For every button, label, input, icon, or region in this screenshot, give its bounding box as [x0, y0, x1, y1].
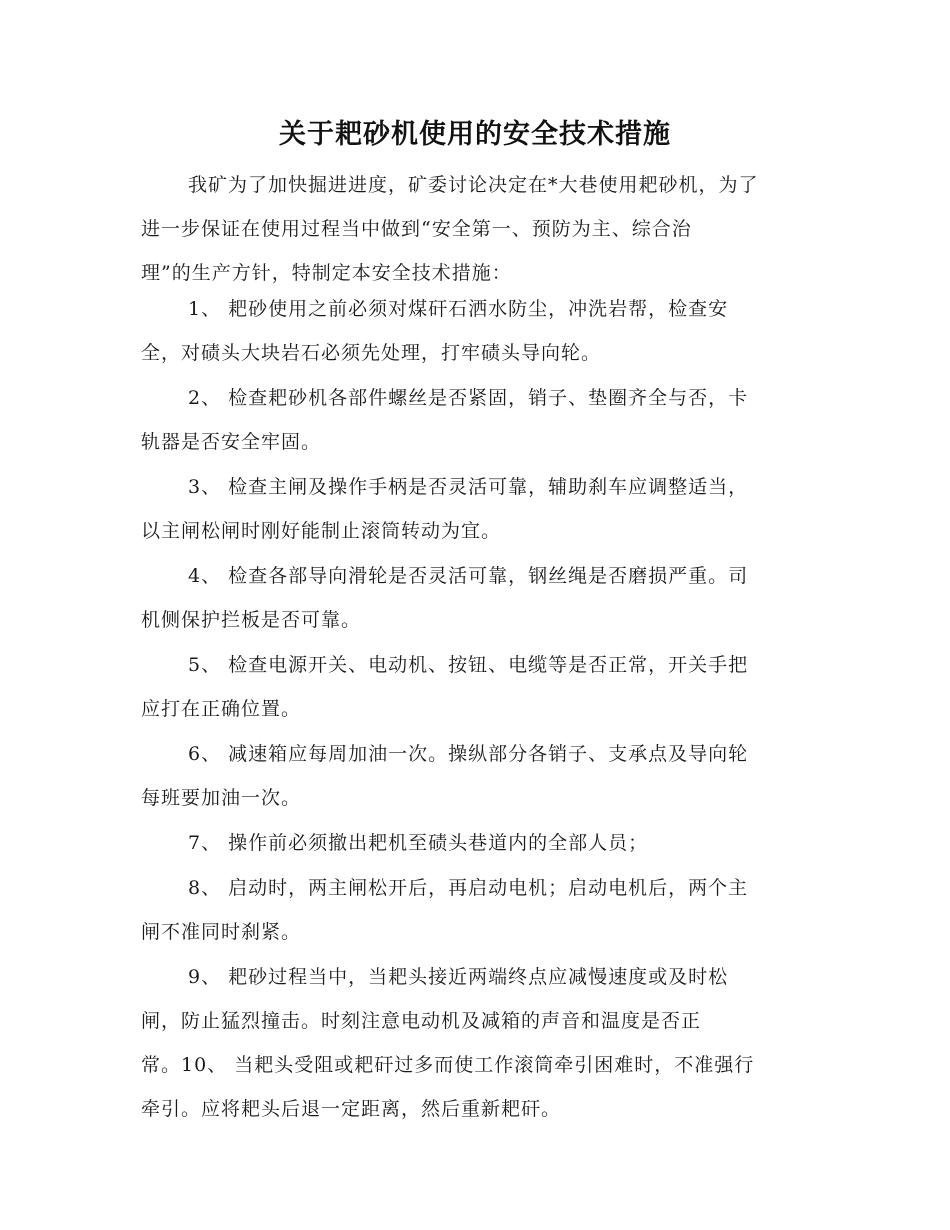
item-7-line-1: 7、 操作前必须撤出耙机至碛头巷道内的全部人员； — [188, 832, 649, 854]
item-8-line-1: 8、 启动时，两主闸松开后，再启动电机；启动电机后，两个主 — [188, 877, 749, 899]
measure-item-9 — [141, 955, 805, 1131]
intro-line-3: 理”的生产方针，特制定本安全技术措施： — [141, 262, 512, 284]
item-4-line-1: 4、 检查各部导向滑轮是否灵活可靠，钢丝绳是否磨损严重。司 — [188, 565, 749, 587]
item-9-line-1: 9、 耙砂过程当中，当耙头接近两端终点应减慢速度或及时松 — [188, 966, 729, 988]
item-3-line-1: 3、 检查主闸及操作手柄是否灵活可靠，辅助刹车应调整适当， — [188, 476, 749, 498]
intro-paragraph — [141, 163, 805, 295]
item-2-line-2: 轨器是否安全牢固。 — [141, 431, 322, 453]
item-2-line-1: 2、 检查耙砂机各部件螺丝是否紧固，销子、垫圈齐全与否，卡 — [188, 387, 749, 409]
item-6-line-2: 每班要加油一次。 — [141, 787, 302, 809]
measure-item-1 — [141, 287, 805, 375]
document-title: 关于耙砂机使用的安全技术措施 — [279, 119, 671, 150]
measure-item-3 — [141, 465, 805, 553]
item-9-line-2: 闸，防止猛烈撞击。时刻注意电动机及减箱的声音和温度是否正 — [141, 1010, 702, 1032]
item-9-line-4: 牵引。应将耙头后退一定距离，然后重新耙矸。 — [141, 1098, 562, 1120]
item-8-line-2: 闸不准同时刹紧。 — [141, 921, 302, 943]
item-1-line-2: 全，对碛头大块岩石必须先处理，打牢碛头导向轮。 — [141, 342, 602, 364]
measure-item-8 — [141, 866, 805, 954]
item-9-line-3: 常。10、 当耙头受阻或耙矸过多而使工作滚筒牵引困难时，不准强行 — [141, 1054, 755, 1076]
measure-item-6 — [141, 732, 805, 820]
item-5-line-1: 5、 检查电源开关、电动机、按钮、电缆等是否正常，开关手把 — [188, 654, 749, 676]
item-5-line-2: 应打在正确位置。 — [141, 698, 302, 720]
intro-line-2: 进一步保证在使用过程当中做到“安全第一、预防为主、综合治 — [141, 218, 692, 240]
item-6-line-1: 6、 减速箱应每周加油一次。操纵部分各销子、支承点及导向轮 — [188, 743, 749, 765]
intro-line-1: 我矿为了加快掘进进度，矿委讨论决定在*大巷使用耙砂机，为了 — [188, 174, 759, 196]
item-1-line-1: 1、 耙砂使用之前必须对煤矸石洒水防尘，冲洗岩帮，检查安 — [188, 298, 729, 320]
item-4-line-2: 机侧保护拦板是否可靠。 — [141, 609, 362, 631]
measure-item-7 — [141, 821, 805, 865]
item-3-line-2: 以主闸松闸时刚好能制止滚筒转动为宜。 — [141, 520, 502, 542]
measure-item-2 — [141, 376, 805, 464]
measure-item-4 — [141, 554, 805, 642]
measure-item-5 — [141, 643, 805, 731]
